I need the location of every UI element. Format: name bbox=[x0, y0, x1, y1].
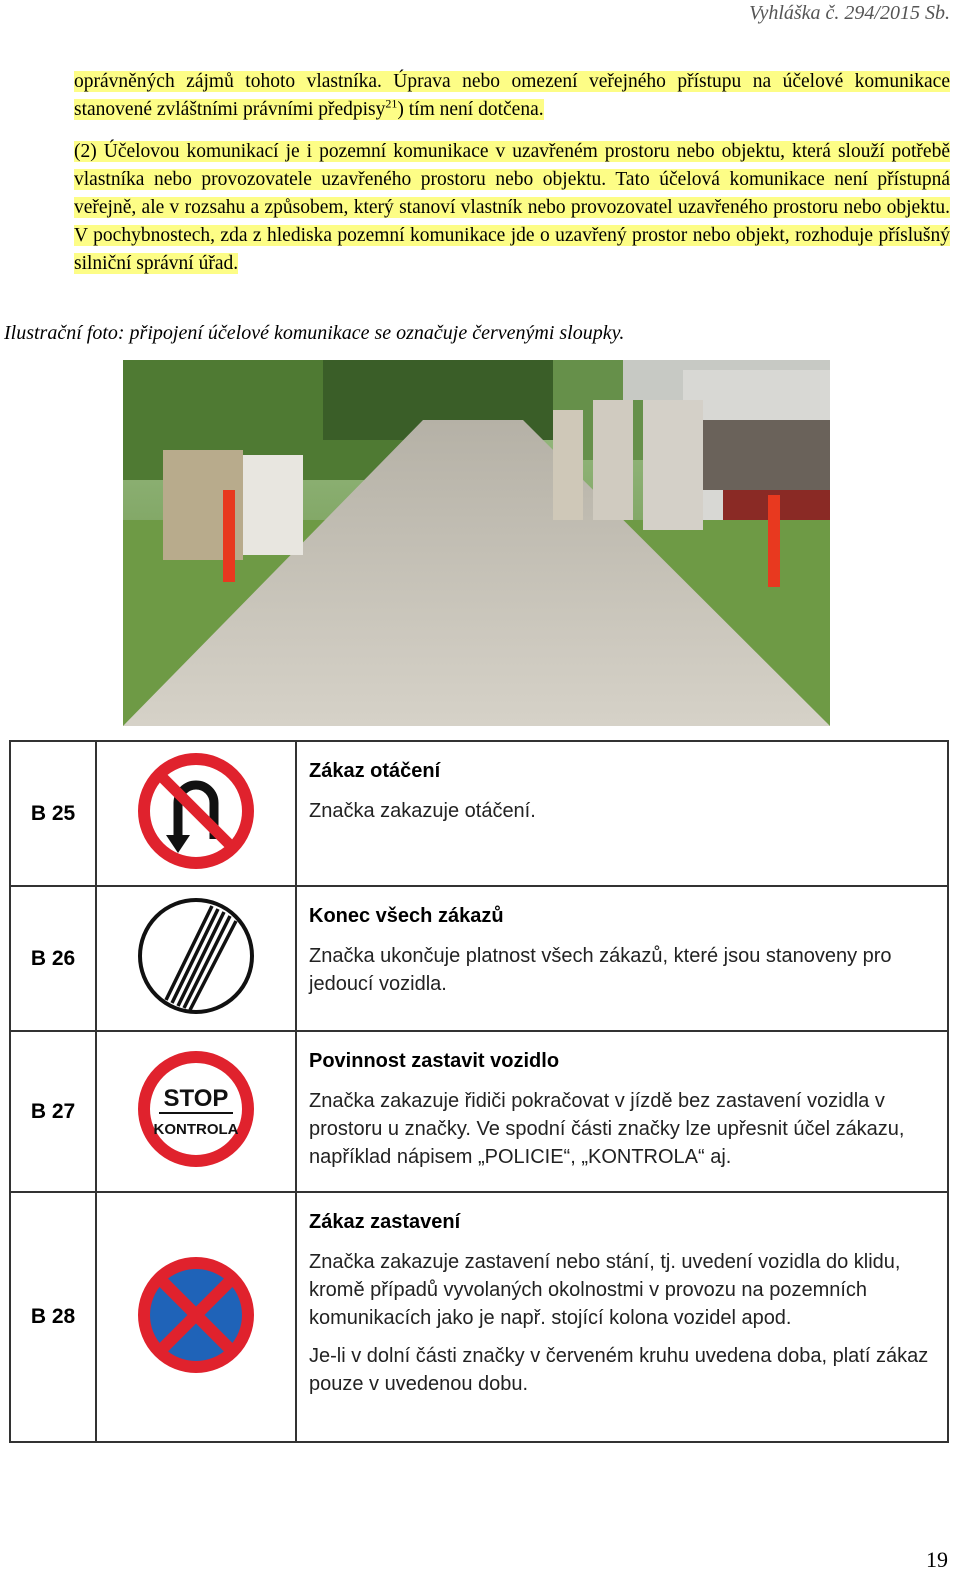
sign-text: Značka ukončuje platnost všech zákazů, které jsou stanoveny pro jedoucí vozidla. bbox=[309, 945, 892, 995]
sign-text: Značka zakazuje zastavení nebo stání, tj. uvedení vozidla do klidu, kromě případů vyvolaných okolnostmi v provozu na pozemních komunikacích jako je např. stojící kolona vozidel apod. bbox=[309, 1251, 901, 1329]
paragraph-number: (2) bbox=[74, 141, 97, 162]
paragraph-1-text: oprávněných zájmů tohoto vlastníka. Úprava nebo omezení veřejného přístupu na účelové komunikace stanovené zvláštními právními předpisy bbox=[74, 71, 950, 120]
sign-description bbox=[296, 1031, 948, 1192]
sign-title: Konec všech zákazů bbox=[309, 905, 504, 927]
sign-row-b25 bbox=[10, 741, 948, 886]
sign-text: Značka zakazuje otáčení. bbox=[309, 800, 536, 822]
sign-title: Zákaz zastavení bbox=[309, 1211, 461, 1233]
sign-row-b26 bbox=[10, 886, 948, 1031]
page-number: 19 bbox=[926, 1547, 948, 1572]
no-stopping-sign-icon bbox=[96, 1192, 296, 1442]
traffic-signs-table bbox=[9, 740, 949, 1443]
paragraph-2 bbox=[74, 138, 950, 278]
no-u-turn-sign-icon bbox=[96, 741, 296, 886]
end-of-restrictions-sign-icon bbox=[96, 886, 296, 1031]
sign-code: B 27 bbox=[10, 1031, 96, 1192]
legal-text-block bbox=[74, 68, 950, 278]
sign-text-note: Je-li v dolní části značky v červeném kruhu uvedena doba, platí zákaz pouze v uvedenou dobu. bbox=[309, 1345, 929, 1395]
paragraph-2-text: Účelovou komunikací je i pozemní komunikace v uzavřeném prostoru nebo objektu, která slouží potřebě vlastníka nebo provozovatele uzavřeného prostoru nebo objektu. Tato účelová komunikace není přístupná veřejně, ale v rozsahu a způsobem, který stanoví vlastník nebo provozovatel uzavřeného prostoru nebo objektu. V pochybnostech, zda z hlediska pozemní komunikace jde o uzavřený prostor nebo objekt, rozhoduje příslušný silniční správní úřad. bbox=[74, 141, 950, 274]
sign-code: B 25 bbox=[10, 741, 96, 886]
sign-description bbox=[296, 886, 948, 1031]
stop-label: STOP bbox=[163, 1085, 229, 1112]
paragraph-1 bbox=[74, 68, 950, 124]
sign-code: B 26 bbox=[10, 886, 96, 1031]
footnote-ref[interactable]: 21 bbox=[385, 96, 398, 111]
stop-control-sign-icon bbox=[96, 1031, 296, 1192]
sign-code: B 28 bbox=[10, 1192, 96, 1442]
sign-description bbox=[296, 741, 948, 886]
sign-description bbox=[296, 1192, 948, 1442]
photo-caption: Ilustrační foto: připojení účelové komunikace se označuje červenými sloupky. bbox=[4, 322, 625, 344]
illustration-photo bbox=[123, 360, 830, 726]
sign-title: Zákaz otáčení bbox=[309, 760, 441, 782]
document-header: Vyhláška č. 294/2015 Sb. bbox=[749, 2, 950, 24]
kontrola-label: KONTROLA bbox=[153, 1121, 239, 1138]
sign-row-b28 bbox=[10, 1192, 948, 1442]
paragraph-1-end: ) tím není dotčena. bbox=[397, 99, 544, 120]
sign-title: Povinnost zastavit vozidlo bbox=[309, 1050, 560, 1072]
sign-row-b27 bbox=[10, 1031, 948, 1192]
sign-text: Značka zakazuje řidiči pokračovat v jízdě bez zastavení vozidla v prostoru u značky. Ve spodní části značky lze upřesnit účel zákazu, například nápisem „POLICIE“, „KONTROLA“ aj. bbox=[309, 1090, 905, 1168]
